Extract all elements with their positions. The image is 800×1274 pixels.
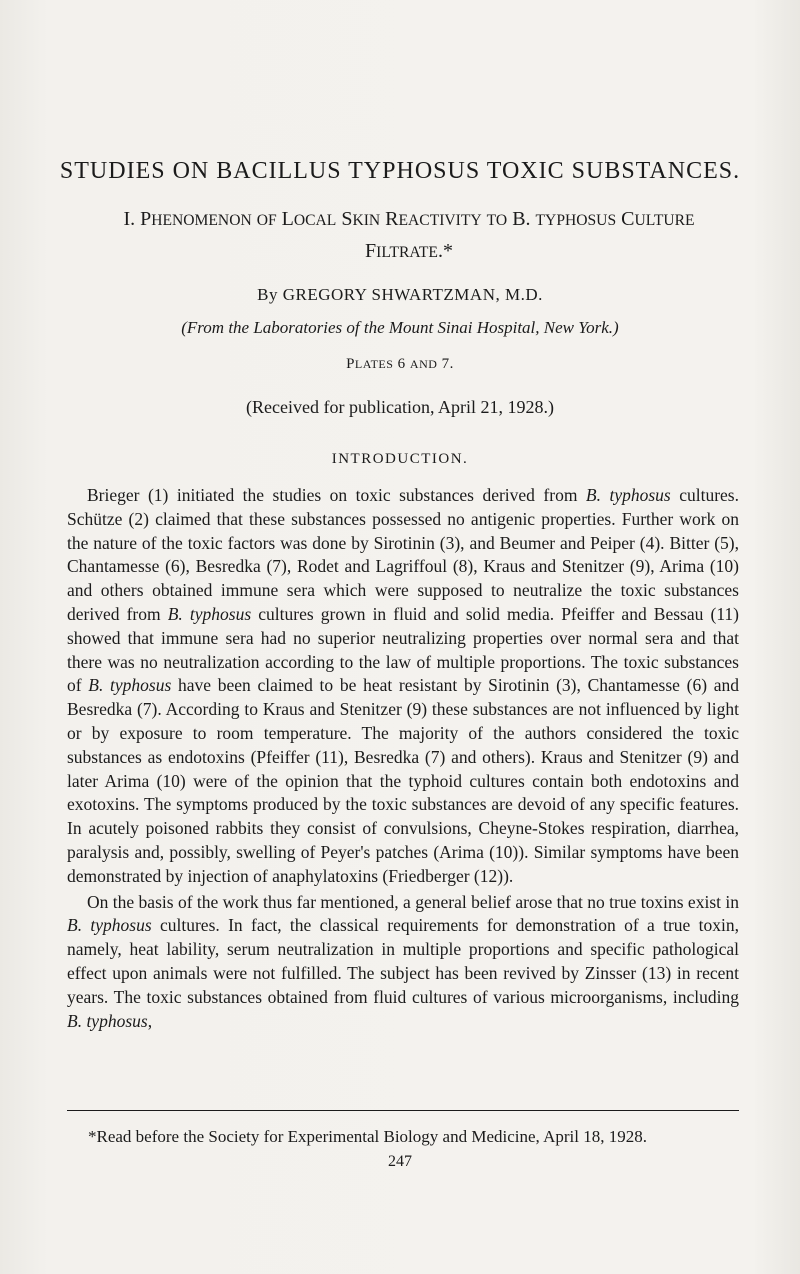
article-title: STUDIES ON BACILLUS TYPHOSUS TOXIC SUBSTANCES. — [59, 158, 741, 184]
text-run: On the basis of the work thus far mentioned, a general belief arose that no true toxins exist in — [87, 891, 739, 912]
section-heading: INTRODUCTION. — [331, 451, 469, 467]
received-date: (Received for publication, April 21, 1928.) — [246, 397, 554, 417]
footnote-rule — [67, 1110, 739, 1111]
text-run: , — [147, 1010, 153, 1031]
paragraph-2 — [67, 891, 739, 1034]
page-number: 247 — [388, 1153, 412, 1170]
text-run: have been claimed to be heat resistant by Sirotinin (3), Chantamesse (6) and Besredka (7). According to Kraus and Stenitzer (9) these substances are not influenced by light or by exposure to room temperature. The majority of the authors considered the toxic substances as endotoxins (Pfeiffer (11), Besredka (7) and others). Kraus and Stenitzer (9) and later Arima (10) were of the opinion that the typhoid cultures contain both endotoxins and exotoxins. The symptoms produced by the toxic substances are devoid of any specific features. In acutely poisoned rabbits they consist of convulsions, Cheyne-Stokes respiration, diarrhea, paralysis and, possibly, swelling of Peyer's patches (Arima (10)). Similar symptoms have been demonstrated by injection of anaphylatoxins (Friedberger (12)). — [67, 675, 739, 886]
text-run: cultures. Schütze (2) claimed that these substances possessed no antigenic properties. Further work on the nature of the toxic factors was done by Sirotinin (3), and Beumer and Peiper (4). Bitter (5), Chantamesse (6), Besredka (7), Rodet and Lagriffoul (8), Kraus and Stenitzer (9), Arima (10) and others obtained immune sera which were supposed to neutralize the toxic substances derived from — [67, 485, 739, 624]
paragraph-1 — [67, 484, 739, 889]
article-subtitle — [62, 204, 756, 268]
subtitle-line-1: I. PHENOMENON OF LOCAL SKIN REACTIVITY TO B. TYPHOSUS CULTURE — [123, 208, 695, 230]
plates-note: PLATES 6 AND 7. — [346, 356, 454, 372]
italic-run: B. typhosus — [88, 675, 172, 696]
text-run: cultures. In fact, the classical requirements for demonstration of a true toxin, namely, heat lability, serum neutralization in multiple proportions and specific pathological effect upon animals were not fulfilled. The subject has been revived by Zinsser (13) in recent years. The toxic substances obtained from fluid cultures of various microorganisms, including — [67, 915, 739, 1007]
article-body — [67, 484, 739, 1033]
italic-run: B. typhosus — [67, 915, 152, 936]
italic-run: B. typhosus — [585, 485, 671, 505]
author-byline: By GREGORY SHWARTZMAN, M.D. — [257, 285, 543, 304]
italic-run: B. typhosus — [167, 603, 252, 624]
affiliation: (From the Laboratories of the Mount Sinai Hospital, New York.) — [181, 318, 619, 337]
text-run: Brieger (1) initiated the studies on toxic substances derived from — [87, 485, 586, 505]
text-run: cultures grown in fluid and solid media. Pfeiffer and Bessau (11) showed that immune sera had no superior neutralizing properties over normal sera and that there was no neutralization according to the law of multiple proportions. The toxic substances of — [67, 603, 739, 696]
footnote: *Read before the Society for Experimental Biology and Medicine, April 18, 1928. — [88, 1127, 647, 1146]
subtitle-line-2: FILTRATE.* — [365, 240, 453, 262]
italic-run: B. typhosus — [67, 1010, 148, 1031]
